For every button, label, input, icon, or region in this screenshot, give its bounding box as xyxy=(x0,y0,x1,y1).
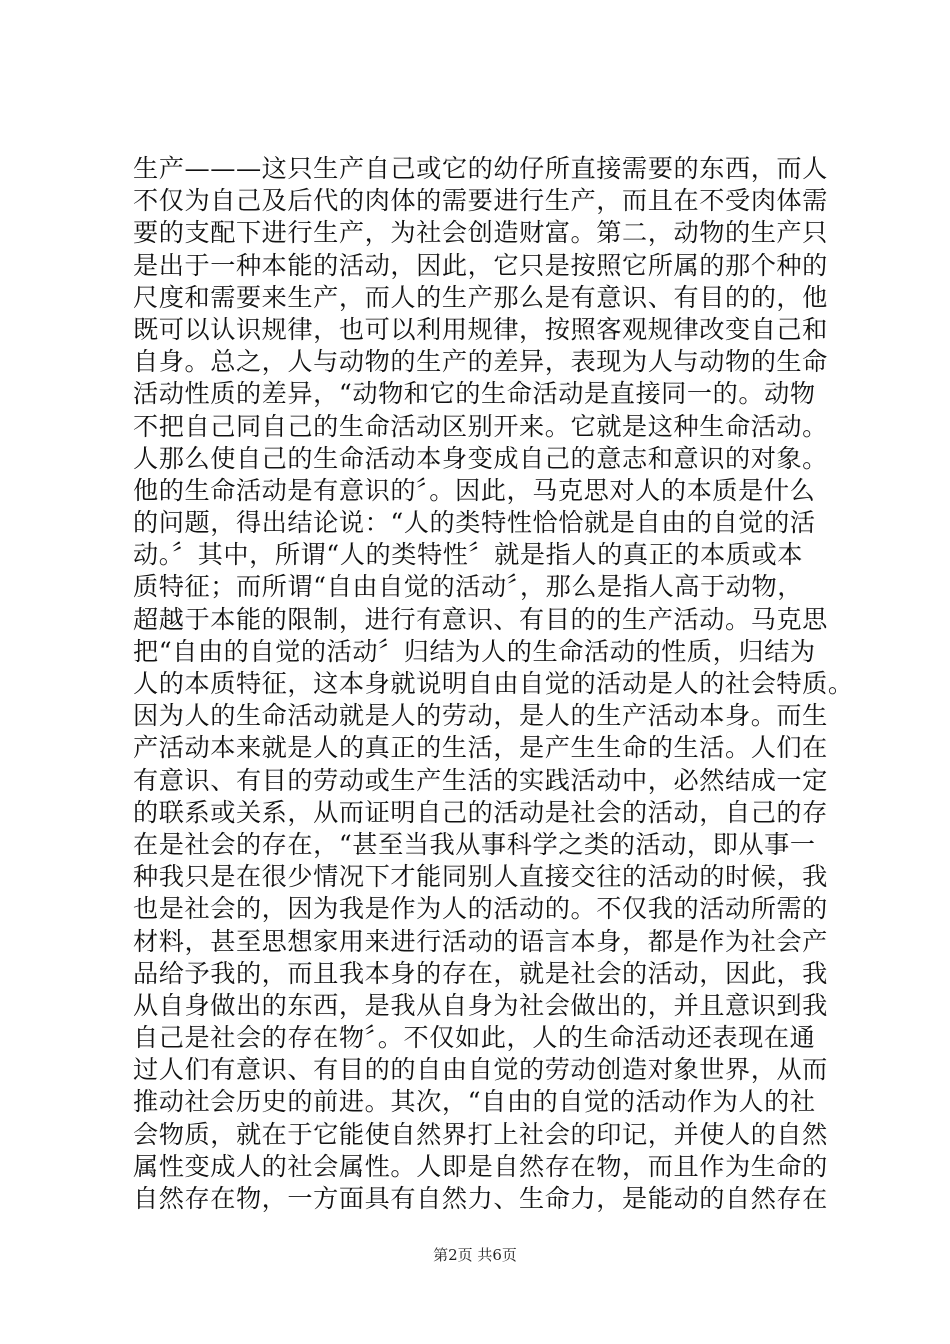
text-line: 不仅为自己及后代的肉体的需要进行生产，而且在不受肉体需 xyxy=(133,186,828,216)
text-line: 动。〞其中，所谓“人的类特性〞就是指人的真正的本质或本 xyxy=(133,540,804,570)
text-line: 的问题，得出结论说：“人的类特性恰恰就是自由的自觉的活 xyxy=(133,508,816,538)
text-line: 他的生命活动是有意识的〞。因此，马克思对人的本质是什么 xyxy=(133,475,816,505)
text-line: 自然存在物，一方面具有自然力、生命力，是能动的自然存在 xyxy=(133,1184,828,1213)
text-line: 不把自己同自己的生命活动区别开来。它就是这种生命活动。 xyxy=(133,411,828,441)
text-line: 因为人的生命活动就是人的劳动，是人的生产活动本身。而生 xyxy=(133,701,828,731)
text-line: 在是社会的存在，“甚至当我从事科学之类的活动，即从事一 xyxy=(133,829,816,859)
text-line: 生产———这只生产自己或它的幼仔所直接需要的东西，而人 xyxy=(133,154,828,183)
text-line: 质特征；而所谓“自由自觉的活动〞，那么是指人高于动物， xyxy=(133,572,804,602)
text-line: 把“自由的自觉的活动〞归结为人的生命活动的性质，归结为 xyxy=(133,636,816,666)
text-line: 会物质，就在于它能使自然界打上社会的印记，并使人的自然 xyxy=(133,1119,828,1149)
text-line: 材料，甚至思想家用来进行活动的语言本身，都是作为社会产 xyxy=(133,926,828,956)
text-line: 有意识、有目的劳动或生产生活的实践活动中，必然结成一定 xyxy=(133,765,828,795)
text-line: 超越于本能的限制，进行有意识、有目的的生产活动。马克思 xyxy=(133,604,828,634)
body-text xyxy=(133,153,853,1215)
text-line: 尺度和需要来生产，而人的生产那么是有意识、有目的的，他 xyxy=(133,282,828,312)
text-line: 是出于一种本能的活动，因此，它只是按照它所属的那个种的 xyxy=(133,250,828,280)
text-line: 从自身做出的东西，是我从自身为社会做出的，并且意识到我 xyxy=(133,990,828,1020)
text-line: 属性变成人的社会属性。人即是自然存在物，而且作为生命的 xyxy=(133,1151,828,1181)
text-line: 人的本质特征，这本身就说明自由自觉的活动是人的社会特质。 xyxy=(133,669,854,698)
text-line: 品给予我的，而且我本身的存在，就是社会的活动，因此，我 xyxy=(133,958,828,988)
text-line: 自己是社会的存在物〞。不仅如此，人的生命活动还表现在通 xyxy=(133,1023,816,1053)
text-line: 自身。总之，人与动物的生产的差异，表现为人与动物的生命 xyxy=(133,347,828,377)
text-line: 也是社会的，因为我是作为人的活动的。不仅我的活动所需的 xyxy=(133,894,828,924)
text-line: 推动社会历史的前进。其次，“自由的自觉的活动作为人的社 xyxy=(133,1087,816,1117)
text-line: 活动性质的差异，“动物和它的生命活动是直接同一的。动物 xyxy=(133,379,816,409)
text-line: 过人们有意识、有目的的自由自觉的劳动创造对象世界，从而 xyxy=(133,1055,828,1085)
page-number-footer: 第2页 共6页 xyxy=(433,1246,517,1264)
text-line: 要的支配下进行生产，为社会创造财富。第二，动物的生产只 xyxy=(133,218,828,248)
text-line: 人那么使自己的生命活动本身变成自己的意志和意识的对象。 xyxy=(133,443,828,473)
text-line: 种我只是在很少情况下才能同别人直接交往的活动的时候，我 xyxy=(133,862,828,892)
text-line: 既可以认识规律，也可以利用规律，按照客观规律改变自己和 xyxy=(133,314,828,344)
text-line: 的联系或关系，从而证明自己的活动是社会的活动，自己的存 xyxy=(133,797,828,827)
text-line: 产活动本来就是人的真正的生活，是产生生命的生活。人们在 xyxy=(133,733,828,763)
